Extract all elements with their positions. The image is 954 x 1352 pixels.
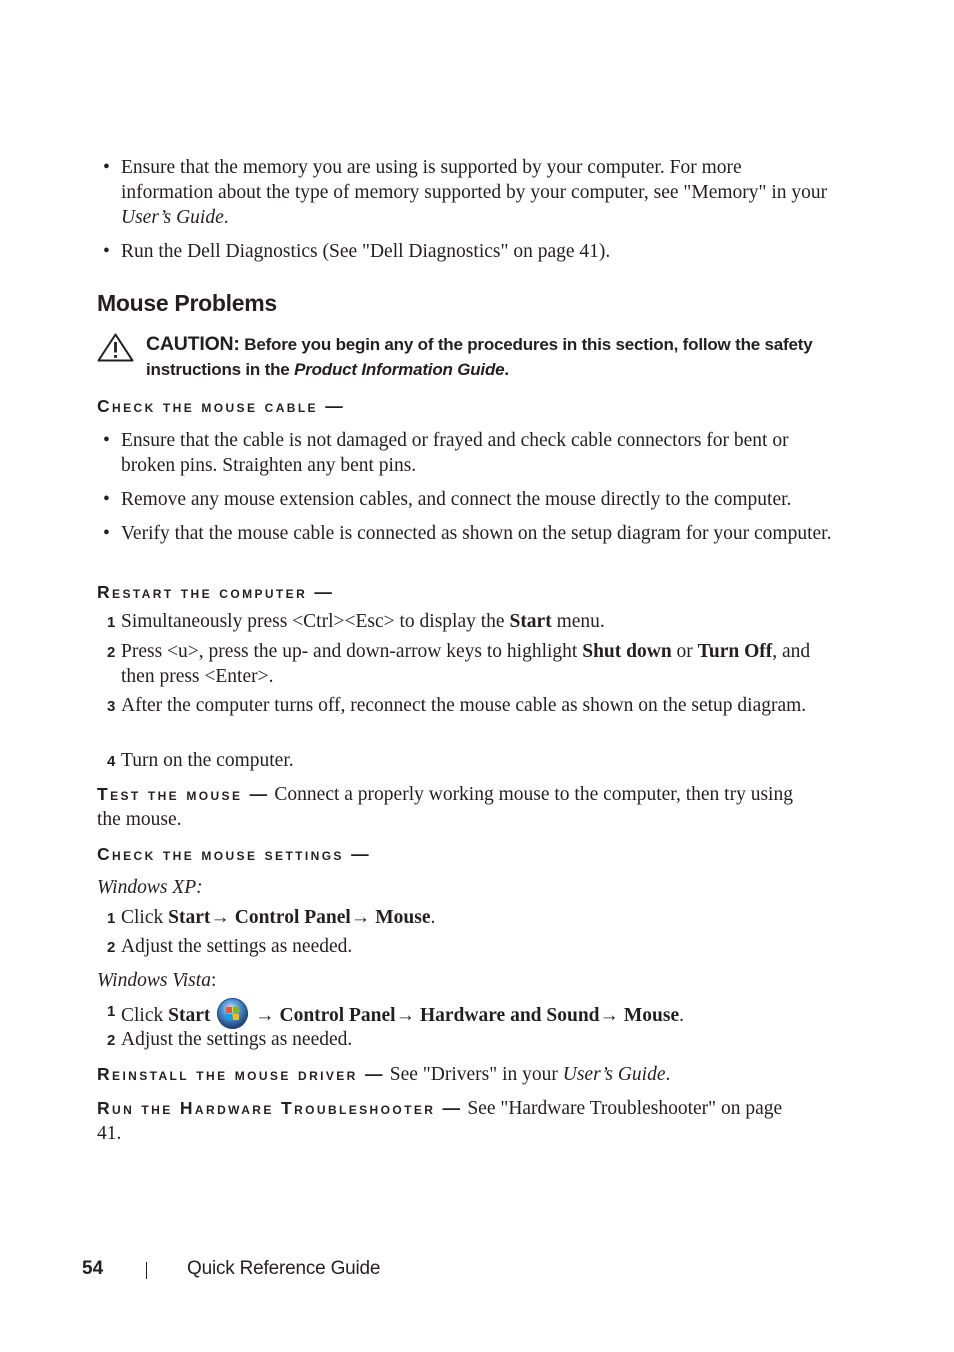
bullet-diagnostics: • Run the Dell Diagnostics (See "Dell Diagnostics" on page 41). bbox=[103, 241, 611, 262]
caution-icon bbox=[97, 333, 134, 362]
bullet-memory: • Ensure that the memory you are using is supported by your computer. For more information about the type of memory supported by your computer, see "Memory" in your User’s Guide. bbox=[103, 157, 828, 228]
restart-step-4: 4 Turn on the computer. bbox=[107, 750, 294, 771]
vista-step-1: 1 Click Start → Control Panel→ Hardware and Sound→ Mouse. bbox=[107, 998, 832, 1029]
test-mouse-paragraph: Test the mouse — Connect a properly working mouse to the computer, then try using the mouse. bbox=[97, 784, 793, 830]
restart-step-2: 2 Press <u>, press the up- and down-arrow keys to highlight Shut down or Turn Off, and then press <Enter>. bbox=[107, 641, 811, 687]
caution-note: CAUTION: Before you begin any of the procedures in this section, follow the safety instructions in the Product Information Guide. bbox=[146, 333, 813, 379]
bullet-dot: • bbox=[103, 430, 110, 451]
bullet-dot: • bbox=[103, 241, 110, 262]
restart-step-1: 1 Simultaneously press <Ctrl><Esc> to display the Start menu. bbox=[107, 611, 605, 632]
restart-step-3: 3 After the computer turns off, reconnect the mouse cable as shown on the setup diagram. bbox=[107, 695, 807, 716]
subheading-restart: Restart the computer — bbox=[97, 582, 335, 602]
xp-step-1: 1 Click Start→ Control Panel→ Mouse. bbox=[107, 907, 436, 928]
bullet-cable-damage: • Ensure that the cable is not damaged or frayed and check cable connectors for bent or broken pins. Straighten any bent pins. bbox=[103, 430, 789, 476]
troubleshooter-paragraph: Run the Hardware Troubleshooter — See "Hardware Troubleshooter" on page 41. bbox=[97, 1098, 783, 1144]
bullet-cable-connected: • Verify that the mouse cable is connected as shown on the setup diagram for your computer. bbox=[103, 523, 832, 544]
section-title: Mouse Problems bbox=[97, 290, 277, 316]
windows-start-orb-icon bbox=[217, 998, 248, 1029]
bullet-dot: • bbox=[103, 489, 110, 510]
footer-divider bbox=[146, 1262, 147, 1279]
subheading-check-settings: Check the mouse settings — bbox=[97, 844, 371, 864]
xp-step-2: 2 Adjust the settings as needed. bbox=[107, 936, 353, 957]
bullet-dot: • bbox=[103, 523, 110, 544]
reinstall-driver-paragraph: Reinstall the mouse driver — See "Drivers" in your User’s Guide. bbox=[97, 1064, 671, 1085]
windows-vista-label: Windows Vista: bbox=[97, 970, 217, 991]
page-number: 54 bbox=[82, 1258, 104, 1279]
windows-xp-label: Windows XP: bbox=[97, 877, 203, 898]
bullet-extension-cables: • Remove any mouse extension cables, and connect the mouse directly to the computer. bbox=[103, 489, 792, 510]
bullet-dot: • bbox=[103, 157, 110, 178]
footer-title: Quick Reference Guide bbox=[187, 1258, 381, 1279]
subheading-check-cable: Check the mouse cable — bbox=[97, 396, 346, 416]
vista-step-2: 2 Adjust the settings as needed. bbox=[107, 1029, 353, 1050]
